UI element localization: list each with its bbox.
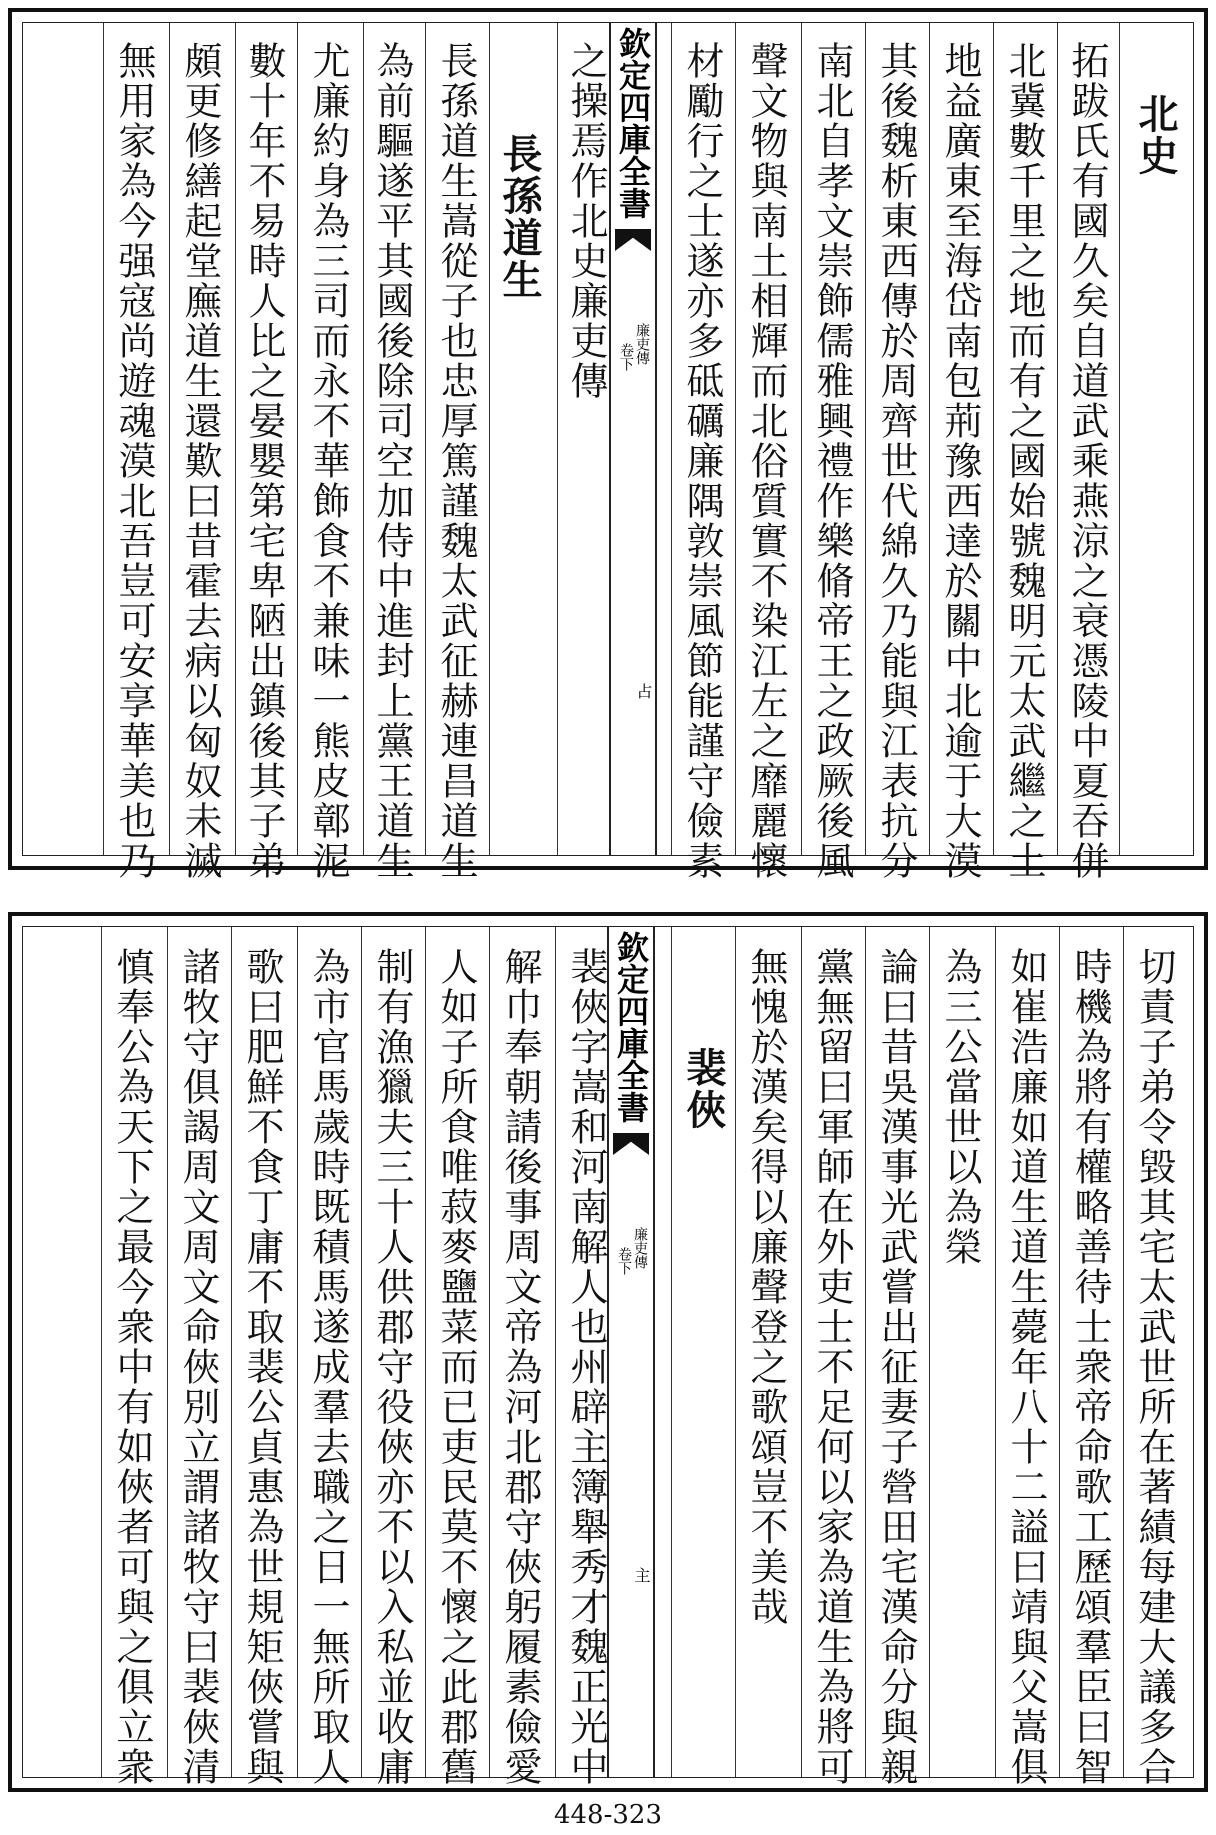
text-column: 論曰昔吳漢事光武嘗出征妻子營田宅漢命分與親 <box>874 947 918 1787</box>
footer-page-number: 448-323 <box>553 1800 663 1830</box>
center-strip <box>609 23 657 855</box>
text-column: 諸牧守俱謁周文周文命俠別立謂諸牧守曰裴俠清 <box>176 947 220 1787</box>
text-column: 北冀數千里之地而有之國始號魏明元太武繼之土 <box>1002 41 1046 881</box>
section-heading: 長孫道生 <box>496 133 543 301</box>
strip-page-number: 主 <box>632 1567 651 1583</box>
text-column: 黨無留曰軍師在外吏士不足何以家為道生為將可 <box>810 947 854 1787</box>
text-column: 裴俠字嵩和河南解人也州辟主簿舉秀才魏正光中 <box>564 947 608 1787</box>
top-page-frame <box>22 22 1194 881</box>
strip-book-name: 廉吏傳 <box>632 1227 648 1269</box>
text-column: 無愧於漢矣得以廉聲登之歌頌豈不美哉 <box>744 947 788 1627</box>
text-column: 時機為將有權略善待士衆帝命歌工歷頌羣臣曰智 <box>1068 947 1112 1787</box>
text-column: 頗更修繕起堂廡道生還歎曰昔霍去病以匈奴未滅 <box>178 41 222 881</box>
text-column: 制有漁獵夫三十人供郡守役俠亦不以入私並收庸 <box>370 947 414 1787</box>
text-column: 聲文物與南土相輝而北俗質實不染江左之靡麗懷 <box>744 41 788 881</box>
fish-tail-mark <box>615 229 651 251</box>
text-column: 人如子所食唯菽麥鹽菜而已吏民莫不懷之此郡舊 <box>434 947 478 1787</box>
strip-title: 欽定四庫全書 <box>614 27 652 219</box>
text-column: 無用家為今强寇尚遊魂漠北吾豈可安享華美也乃 <box>112 41 156 881</box>
fish-tail-mark <box>613 1133 649 1155</box>
text-column: 之操焉作北史廉吏傳 <box>564 41 608 401</box>
text-column: 慎奉公為天下之最今衆中有如俠者可與之俱立衆 <box>110 947 154 1787</box>
text-column: 拓跋氏有國久矣自道武乘燕涼之衰憑陵中夏吞併 <box>1065 41 1109 881</box>
section-heading: 裴俠 <box>680 1047 727 1131</box>
text-column: 為市官馬歲時既積馬遂成羣去職之日一無所取人 <box>306 947 350 1787</box>
text-column: 解巾奉朝請後事周文帝為河北郡守俠躬履素儉愛 <box>498 947 542 1787</box>
strip-title: 欽定四庫全書 <box>612 931 650 1123</box>
strip-book-name: 廉吏傳 <box>634 323 650 365</box>
text-column: 數十年不易時人比之晏嬰第宅卑陋出鎮後其子弟 <box>242 41 286 881</box>
text-column: 為三公當世以為榮 <box>938 947 982 1267</box>
top-page <box>8 8 1208 881</box>
bottom-page <box>8 912 1208 1792</box>
text-column: 尤廉約身為三司而永不華飾食不兼味一熊皮鄣泥 <box>306 41 350 881</box>
text-column: 南北自孝文崇飾儒雅興禮作樂脩帝王之政厥後風 <box>810 41 854 881</box>
center-strip <box>607 927 655 1777</box>
text-column: 歌曰肥鮮不食丁庸不取裴公貞惠為世規矩俠嘗與 <box>240 947 284 1787</box>
bottom-page-frame <box>22 926 1194 1787</box>
text-column: 為前驅遂平其國後除司空加侍中進封上黨王道生 <box>370 41 414 881</box>
text-column: 長孫道生嵩從子也忠厚篤謹魏太武征赫連昌道生 <box>434 41 478 881</box>
book-title: 北史 <box>1132 93 1179 177</box>
text-column: 地益廣東至海岱南包荊豫西達於關中北逾于大漠 <box>938 41 982 881</box>
text-column: 其後魏析東西傳於周齊世代綿久乃能與江表抗分 <box>874 41 918 881</box>
strip-volume: 卷下 <box>618 343 634 371</box>
text-column: 切責子弟令毀其宅太武世所在著績每建大議多合 <box>1132 947 1176 1787</box>
strip-volume: 卷下 <box>616 1247 632 1275</box>
text-column: 材勵行之士遂亦多砥礪廉隅敦崇風節能謹守儉素 <box>680 41 724 881</box>
strip-page-number: 占 <box>634 683 653 699</box>
text-column: 如崔浩廉如道生道生薨年八十二謚曰靖與父嵩俱 <box>1004 947 1048 1787</box>
